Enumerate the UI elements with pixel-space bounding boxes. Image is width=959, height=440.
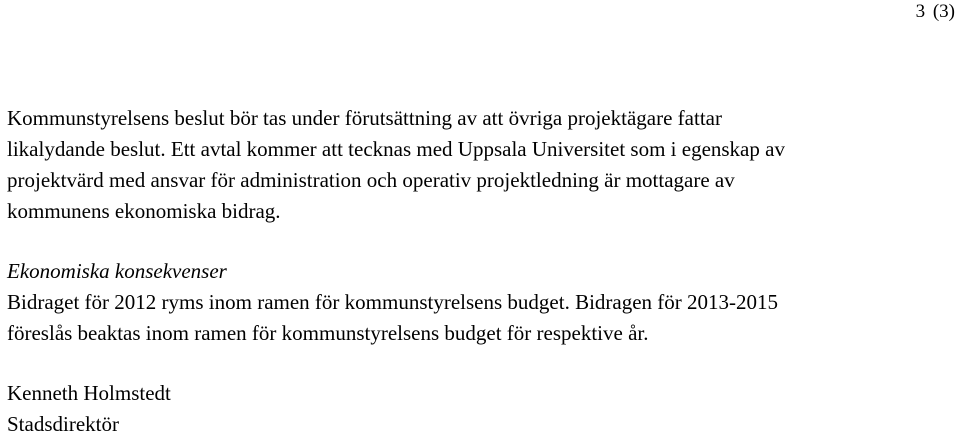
document-body [7, 103, 952, 440]
page-number: 3 (3) [915, 1, 955, 22]
paragraph-line: likalydande beslut. Ett avtal kommer att tecknas med Uppsala Universitet som i egenskap av [7, 137, 785, 161]
economic-section [7, 256, 952, 349]
section-heading: Ekonomiska konsekvenser [7, 259, 227, 283]
decision-paragraph [7, 103, 952, 227]
paragraph-line: kommunens ekonomiska bidrag. [7, 199, 281, 223]
signature-block [7, 378, 952, 440]
paragraph-line: projektvärd med ansvar för administration och operativ projektledning är mottagare av [7, 168, 735, 192]
paragraph-line: Kommunstyrelsens beslut bör tas under förutsättning av att övriga projektägare fattar [7, 106, 722, 130]
signatory-title: Stadsdirektör [7, 412, 119, 436]
signatory-name: Kenneth Holmstedt [7, 381, 171, 405]
section-line: Bidraget för 2012 ryms inom ramen för kommunstyrelsens budget. Bidragen för 2013-2015 [7, 290, 779, 314]
section-line: föreslås beaktas inom ramen för kommunstyrelsens budget för respektive år. [7, 321, 649, 345]
